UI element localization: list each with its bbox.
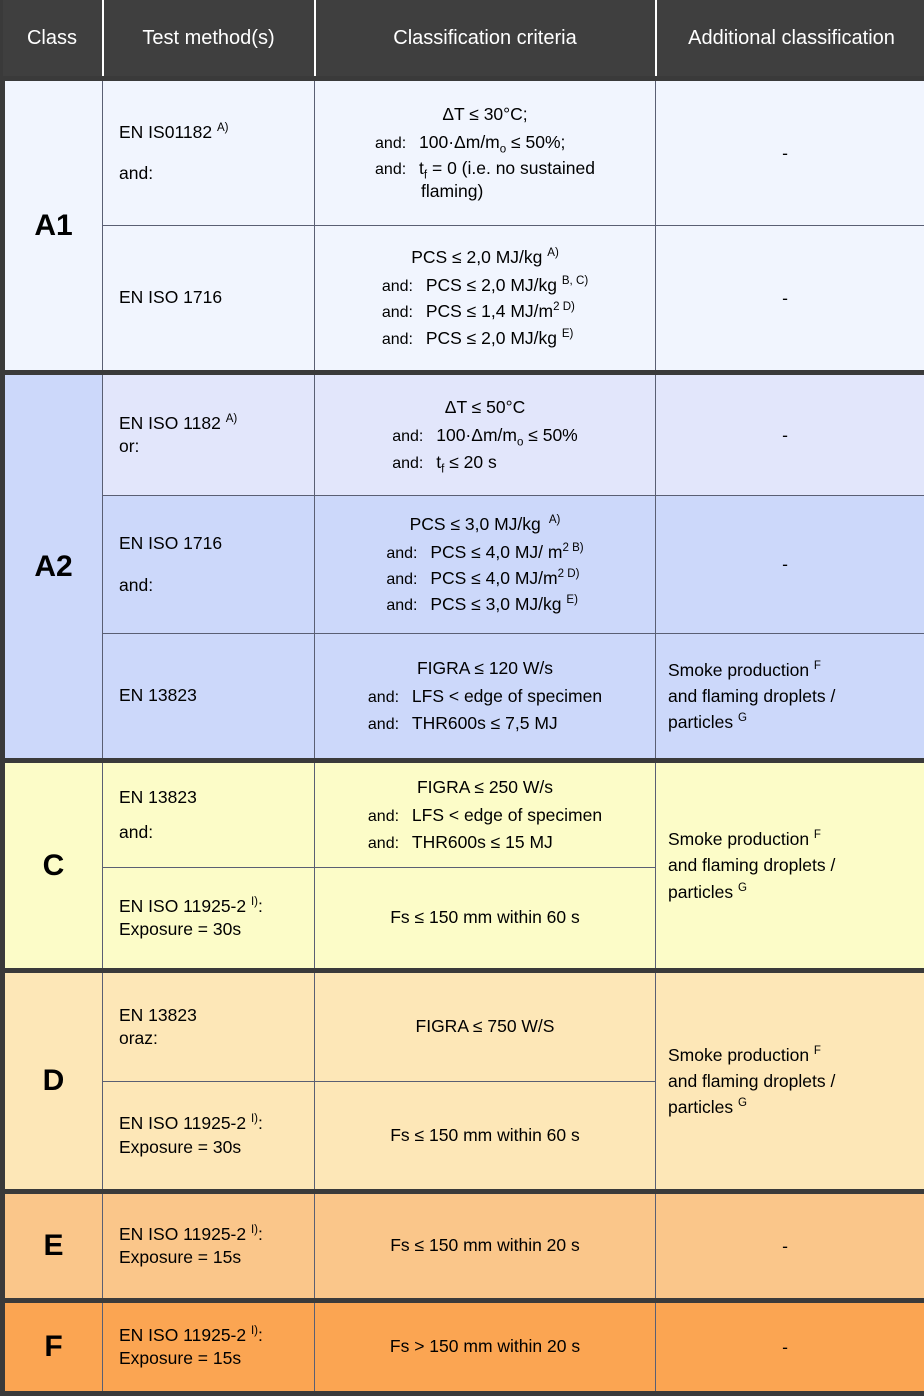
criteria-list: [368, 682, 602, 734]
conjunction-label: and:: [382, 276, 426, 297]
method-line: EN 13823: [119, 684, 304, 707]
classification-criteria-cell: [315, 1301, 656, 1394]
column-header-additional-classification: Additional classification: [656, 0, 924, 79]
test-method-cell: [103, 634, 315, 761]
test-method-cell: [103, 496, 315, 634]
method-conjunction: oraz:: [119, 1027, 304, 1050]
table-row: [3, 1301, 924, 1394]
conjunction-label: and:: [392, 426, 436, 447]
test-method-cell: [103, 761, 315, 868]
conjunction-label: and:: [368, 833, 412, 854]
superscript-note: E): [566, 594, 578, 606]
criteria-item: Fs ≤ 150 mm within 20 s: [325, 1234, 645, 1257]
criteria-item: and: LFS < edge of specimen: [368, 804, 602, 827]
conjunction-label: and:: [375, 133, 419, 154]
criteria-item: and: $100\cdot\Delta m/m_o \le 50\%$: [392, 424, 578, 447]
additional-line: Smoke production $^F$: [668, 657, 914, 683]
criteria-item: and: $t_f \le 20$ s: [392, 451, 578, 474]
method-line: EN ISO 11925-2 $^{I)}$:: [119, 1324, 304, 1347]
classification-criteria-cell: [315, 868, 656, 971]
additional-line: and flaming droplets /: [668, 683, 914, 709]
criteria-item: and: LFS < edge of specimen: [368, 685, 602, 708]
table-row: [3, 1192, 924, 1301]
test-method-cell: [103, 868, 315, 971]
criteria-item: and: PCS ≤ 3,0 MJ/kg $^{E)}$: [386, 593, 583, 616]
additional-classification-cell: [656, 971, 924, 1192]
superscript-note: I): [251, 1325, 258, 1337]
class-label-d: D: [3, 971, 103, 1192]
superscript-exponent: 2 D): [558, 568, 580, 580]
table-row: [3, 634, 924, 761]
subscript: o: [517, 437, 523, 449]
method-line: EN ISO 1182 $^{A)}$: [119, 412, 304, 435]
table-row: [3, 79, 924, 226]
additional-classification-cell: -: [656, 226, 924, 373]
additional-classification-cell: [656, 634, 924, 761]
criteria-list: [375, 128, 595, 203]
table-row: [3, 226, 924, 373]
column-header-classification-criteria: Classification criteria: [315, 0, 656, 79]
spacer: [119, 809, 304, 821]
criteria-item: FIGRA ≤ 750 W/S: [325, 1015, 645, 1038]
conjunction-label: and:: [382, 302, 426, 323]
spacer: [119, 556, 304, 574]
superscript-note: A): [547, 247, 559, 259]
test-method-cell: [103, 1082, 315, 1192]
class-label-a1: A1: [3, 79, 103, 373]
superscript-note: G: [738, 712, 747, 724]
criteria-headline: PCS ≤ 3,0 MJ/kg $^{A)}$: [325, 513, 645, 536]
criteria-list: [386, 538, 583, 616]
class-label-f: F: [3, 1301, 103, 1394]
table-header: [3, 0, 924, 79]
additional-classification-cell: [656, 761, 924, 971]
conjunction-label: and:: [368, 687, 412, 708]
class-label-e: E: [3, 1192, 103, 1301]
conjunction-label: and:: [368, 714, 412, 735]
conjunction-label: and:: [392, 453, 436, 474]
additional-classification-cell: -: [656, 496, 924, 634]
table-body: [3, 79, 924, 1394]
method-line: EN ISO 11925-2 $^{I)}$:: [119, 1112, 304, 1135]
test-method-cell: [103, 1192, 315, 1301]
additional-classification-cell: -: [656, 79, 924, 226]
superscript-note: G: [738, 882, 747, 894]
column-header-test-method: Test method(s): [103, 0, 315, 79]
additional-line: Smoke production $^F$: [668, 826, 914, 852]
method-line: EN 13823: [119, 1004, 304, 1027]
superscript-note: F: [814, 829, 821, 841]
criteria-list: [382, 271, 588, 349]
conjunction-label: and:: [375, 159, 419, 180]
class-label-c: C: [3, 761, 103, 971]
classification-criteria-cell: [315, 79, 656, 226]
test-method-cell: [103, 373, 315, 496]
superscript-note: A): [546, 514, 561, 526]
criteria-item: and: $100\cdot\Delta m/m_o \le 50\%$;: [375, 131, 595, 154]
test-method-cell: [103, 971, 315, 1082]
superscript-note: I): [251, 896, 258, 908]
classification-criteria-cell: [315, 1082, 656, 1192]
superscript-note: F: [814, 660, 821, 672]
method-conjunction: and:: [119, 574, 304, 597]
method-line: EN IS01182 $^{A)}$: [119, 121, 304, 144]
superscript-note: B, C): [562, 276, 588, 288]
criteria-item: Fs ≤ 150 mm within 60 s: [325, 1124, 645, 1147]
additional-line: particles $^G$: [668, 879, 914, 905]
column-header-class: Class: [3, 0, 103, 79]
subscript: o: [500, 143, 506, 155]
criteria-list: [368, 801, 602, 853]
criteria-item: Fs ≤ 150 mm within 60 s: [325, 906, 645, 929]
conjunction-label: and:: [386, 569, 430, 590]
criteria-headline: ΔT ≤ 30°C;: [325, 103, 645, 126]
criteria-item: and: THR600s ≤ 7,5 MJ: [368, 712, 602, 735]
conjunction-label: and:: [386, 595, 430, 616]
criteria-headline: FIGRA ≤ 120 W/s: [325, 657, 645, 680]
superscript-exponent: 2 B): [562, 542, 583, 554]
method-line: EN ISO 1716: [119, 286, 304, 309]
table-row: [3, 496, 924, 634]
classification-criteria-cell: [315, 496, 656, 634]
table-row: [3, 373, 924, 496]
method-conjunction: and:: [119, 162, 304, 185]
classification-criteria-cell: [315, 761, 656, 868]
table-row: [3, 971, 924, 1082]
method-line: EN ISO 11925-2 $^{I)}$:: [119, 1223, 304, 1246]
subscript: f: [424, 170, 427, 182]
criteria-headline: FIGRA ≤ 250 W/s: [325, 776, 645, 799]
conjunction-label: and:: [368, 806, 412, 827]
superscript-note: G: [738, 1097, 747, 1109]
superscript-note: E): [562, 328, 574, 340]
criteria-headline: PCS ≤ 2,0 MJ/kg $^{A)}$: [325, 246, 645, 269]
method-exposure: Exposure = 15s: [119, 1347, 304, 1370]
additional-line: and flaming droplets /: [668, 852, 914, 878]
superscript-note: I): [251, 1224, 258, 1236]
criteria-list: [392, 421, 578, 473]
superscript-note: I): [251, 1114, 258, 1126]
classification-criteria-cell: [315, 634, 656, 761]
additional-classification-cell: -: [656, 1192, 924, 1301]
criteria-item: and: PCS ≤ 1,4 $MJ/m^{2 D)}$: [382, 300, 588, 323]
method-exposure: Exposure = 15s: [119, 1246, 304, 1269]
conjunction-label: and:: [386, 543, 430, 564]
superscript-note: A): [226, 413, 238, 425]
criteria-item: Fs > 150 mm within 20 s: [325, 1335, 645, 1358]
table-row: [3, 761, 924, 868]
test-method-cell: [103, 1301, 315, 1394]
superscript-exponent: 2 D): [553, 302, 575, 314]
criteria-item: and: PCS ≤ 4,0 MJ/ $m^{2 B)}$: [386, 541, 583, 564]
classification-criteria-cell: [315, 226, 656, 373]
spacer: [119, 144, 304, 162]
subscript: f: [441, 463, 444, 475]
criteria-item: and: $t_f = 0$ (i.e. no sustained: [375, 157, 595, 180]
superscript-note: A): [217, 122, 229, 134]
additional-line: and flaming droplets /: [668, 1068, 914, 1094]
method-line: EN ISO 1716: [119, 532, 304, 555]
criteria-item: and: PCS ≤ 2,0 MJ/kg $^{E)}$: [382, 327, 588, 350]
classification-criteria-cell: [315, 971, 656, 1082]
method-exposure: Exposure = 30s: [119, 1136, 304, 1159]
conjunction-label: and:: [382, 329, 426, 350]
method-line: EN 13823: [119, 786, 304, 809]
test-method-cell: [103, 226, 315, 373]
criteria-item: and: PCS ≤ 2,0 MJ/kg $^{B, C)}$: [382, 274, 588, 297]
method-conjunction: and:: [119, 821, 304, 844]
criteria-item: and: PCS ≤ 4,0 $MJ/m^{2 D)}$: [386, 567, 583, 590]
method-line: EN ISO 11925-2 $^{I)}$:: [119, 895, 304, 918]
class-label-a2: A2: [3, 373, 103, 761]
method-exposure: Exposure = 30s: [119, 918, 304, 941]
additional-line: particles $^G$: [668, 709, 914, 735]
criteria-headline: ΔT ≤ 50°C: [325, 396, 645, 419]
additional-line: Smoke production $^F$: [668, 1042, 914, 1068]
additional-classification-cell: -: [656, 373, 924, 496]
header-row: [3, 0, 924, 79]
method-conjunction: or:: [119, 435, 304, 458]
superscript-note: F: [814, 1045, 821, 1057]
criteria-item-continuation: flaming): [421, 180, 595, 203]
test-method-cell: [103, 79, 315, 226]
classification-criteria-cell: [315, 373, 656, 496]
criteria-item: and: THR600s ≤ 15 MJ: [368, 831, 602, 854]
classification-criteria-cell: [315, 1192, 656, 1301]
additional-line: particles $^G$: [668, 1094, 914, 1120]
additional-classification-cell: -: [656, 1301, 924, 1394]
